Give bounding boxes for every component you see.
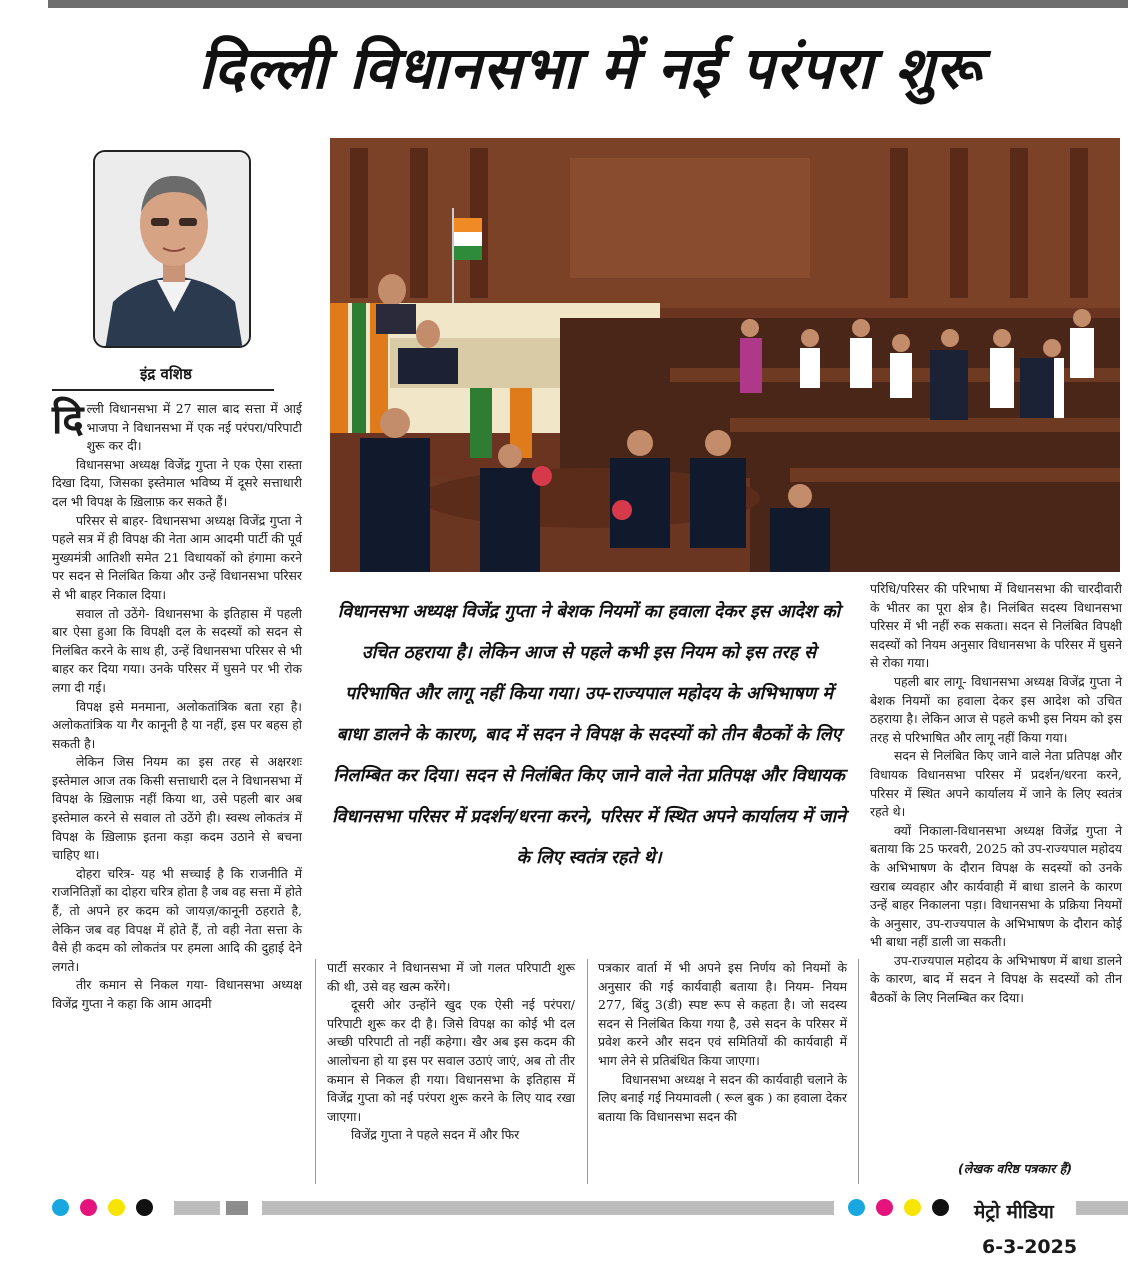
column-divider [315,959,316,1184]
assembly-photo [330,138,1120,572]
publication-name: मेट्रो मीडिया [974,1201,1054,1223]
publication-date: 6-3-2025 [982,1236,1078,1258]
lead-paragraph-text: ल्ली विधानसभा में 27 साल बाद सत्ता में आई भाजपा ने विधानसभा में एक नई परंपरा/परिपाटी शुरू कर दी। [86,401,302,454]
black-dot [136,1199,153,1216]
byline-divider [52,389,274,391]
paragraph: विपक्ष इसे मनमाना, अलोकतांत्रिक बता रहा है। अलोकतांत्रिक या गैर कानूनी है या नहीं, इस पर बहस हो सकती है। [52,698,302,751]
paragraph: सदन से निलंबित किए जाने वाले नेता प्रतिपक्ष और विधायक विधानसभा परिसर में प्रदर्शन/धरना करने, परिसर में स्थित अपने कार्यालय में जाने के लिए स्वतंत्र रहते थे। [870,748,1122,820]
paragraph: विधानसभा अध्यक्ष विजेंद्र गुप्ता ने एक ऐसा रास्ता दिखा दिया, जिसका इस्तेमाल भविष्य में दूसरे सत्ताधारी दल भी विपक्ष के ख़िलाफ़ कर सकते हैं। [52,456,302,509]
paragraph: विधानसभा अध्यक्ष ने सदन की कार्यवाही चलाने के लिए बनाई गई नियमावली ( रूल बुक ) का हवाला देकर बताया कि विधानसभा सदन की [598,1071,847,1124]
registration-bar [174,1201,220,1215]
paragraph: पार्टी सरकार ने विधानसभा में जो गलत परिपाटी शुरू की थी, उसे वह खत्म करेंगे। [327,960,575,994]
magenta-dot [876,1199,893,1216]
paragraph: परिधि/परिसर की परिभाषा में विधानसभा की चारदीवारी के भीतर का पूरा क्षेत्र है। निलंबित सदस्य विधानसभा परिसर में भी नहीं रुक सकता। सदन से निलंबित विपक्षी सदस्यों को नियम अनुसार विधानसभा के परिसर में घुसने से रोका गया। [870,581,1122,671]
paragraph: क्यों निकाला-विधानसभा अध्यक्ष विजेंद्र गुप्ता ने बताया कि 25 फरवरी, 2025 को उप-राज्यपाल महोदय के अभिभाषण के दौरान विपक्ष के सदस्यों को उनके खराब व्यवहार और कार्यवाही में बाधा डालने के कारण उन्हें बाहर निकालना पड़ा। विधानसभा के प्रक्रिया नियमों के अनुसार, उप-राज्यपाल के अभिभाषण के दौरान कोई भी बाधा नहीं डाली जा सकती। [870,822,1122,950]
pull-quote: विधानसभा अध्यक्ष विजेंद्र गुप्ता ने बेशक नियमों का हवाला देकर इस आदेश को उचित ठहराया है। लेकिन आज से पहले कभी इस नियम को इस तरह से परिभाषित और लागू नहीं किया गया। उप-राज्यपाल महोदय के अभिभाषण में बाधा डालने के कारण, बाद में सदन ने विपक्ष के सदस्यों को तीन बैठकों के लिए निलम्बित कर दिया। सदन से निलंबित किए जाने वाले नेता प्रतिपक्ष और विधायक विधानसभा परिसर में प्रदर्शन/धरना करने, परिसर में स्थित अपने कार्यालय में जाने के लिए स्वतंत्र रहते थे। [332,602,846,868]
author-byline: इंद्र वशिष्ठ [140,365,192,383]
paragraph: दूसरी ओर उन्होंने खुद एक ऐसी नई परंपरा/ परिपाटी शुरू कर दी है। जिसे विपक्ष का कोई भी दल अच्छी परिपाटी तो नहीं कहेगा। खैर अब इस कदम की आलोचना हो या इस पर सवाल उठाएं जाएं, अब तो तीर कमान से निकल ही गया। विधानसभा के इतिहास में विजेंद्र गुप्ता को नई परंपरा शुरू करने के लिए याद रखा जाएगा। [327,997,575,1124]
paragraph: पत्रकार वार्ता में भी अपने इस निर्णय को नियमों के अनुसार की गई कार्यवाही बताया है। नियम- नियम 277, बिंदु 3(डी) स्पष्ट रूप से कहता है। जो सदस्य सदन से निलंबित किया गया है, उसे सदन के परिसर में प्रवेश करने और सदन एवं समितियों की कार्यवाही में भाग लेने से प्रतिबंधित किया जाएगा। [598,960,847,1068]
registration-bar [1076,1201,1128,1215]
black-dot [932,1199,949,1216]
article-column-2 [327,959,575,1145]
lead-paragraph [52,396,302,456]
article-column-1 [52,396,302,1014]
headline: दिल्ली विधानसभा में नई परंपरा शुरू [198,34,982,102]
paragraph: परिसर से बाहर- विधानसभा अध्यक्ष विजेंद्र गुप्ता ने पहले सत्र में ही विपक्ष की नेता आम आदमी पार्टी की पूर्व मुख्यमंत्री आतिशी समेत 21 विधायकों को हंगामा करने पर सदन से निलंबित किया और उन्हें विधानसभा परिसर से भी बाहर निकाल दिया। [52,512,302,602]
paragraph: सवाल तो उठेंगे- विधानसभा के इतिहास में पहली बार ऐसा हुआ कि विपक्षी दल के सदस्यों को सदन से निलंबित करने के साथ ही, उन्हें विधानसभा परिसर से भी बाहर कर दिया गया। उनके परिसर में घुसने पर भी रोक लगा दी गई। [52,605,302,695]
author-portrait-drawing [95,152,251,348]
column-divider [858,959,859,1184]
paragraph: उप-राज्यपाल महोदय के अभिभाषण में बाधा डालने के कारण, बाद में सदन ने विपक्ष के सदस्यों को तीन बैठकों के लिए निलम्बित कर दिया। [870,952,1122,1006]
author-portrait [93,150,251,348]
paragraph: दोहरा चरित्र- यह भी सच्चाई है कि राजनीति में राजनितिज्ञों का दोहरा चरित्र होता है जब वह सत्ता में होते हैं, तो अपने हर कदम को जायज़/कानूनी ठहराते है, लेकिन जब वह विपक्ष में होते हैं, तो वही नेता सत्ता के वैसे ही कदम को लोकतंत्र पर हमला आदि की दुहाई देने लगते। [52,865,302,974]
assembly-photo-drawing [330,138,1120,572]
top-border-bar [48,0,1128,8]
color-registration-dots-left [52,1199,153,1216]
column-divider [587,959,588,1184]
cyan-dot [52,1199,69,1216]
author-credit: (लेखक वरिष्ठ पत्रकार हैं) [958,1161,1073,1176]
yellow-dot [108,1199,125,1216]
color-registration-dots-right [848,1199,949,1216]
registration-bar [226,1201,248,1215]
paragraph: विजेंद्र गुप्ता ने पहले सदन में और फिर [351,1127,520,1143]
magenta-dot [80,1199,97,1216]
paragraph: तीर कमान से निकल गया- विधानसभा अध्यक्ष विजेंद्र गुप्ता ने कहा कि आम आदमी [52,977,302,1011]
article-column-4 [870,580,1122,1008]
dropcap: दि [52,396,84,443]
cyan-dot [848,1199,865,1216]
paragraph: पहली बार लागू- विधानसभा अध्यक्ष विजेंद्र गुप्ता ने बेशक नियमों का हवाला देकर इस आदेश को उचित ठहराया है। लेकिन आज से पहले कभी इस नियम को इस तरह से परिभाषित और लागू नहीं किया गया। [870,673,1122,745]
registration-bar [262,1201,834,1215]
yellow-dot [904,1199,921,1216]
paragraph: लेकिन जिस नियम का इस तरह से अक्षरशः इस्तेमाल आज तक किसी सत्ताधारी दल ने विधानसभा में विपक्ष के ख़िलाफ़ नहीं किया था, उसे पहली बार अब इस्तेमाल करने से सवाल तो उठेंगे ही। स्वस्थ लोकतंत्र में विपक्ष के ख़िलाफ़ इतना कड़ा कदम उठाने से बचना चाहिए था। [52,754,302,863]
article-column-3 [598,959,847,1126]
